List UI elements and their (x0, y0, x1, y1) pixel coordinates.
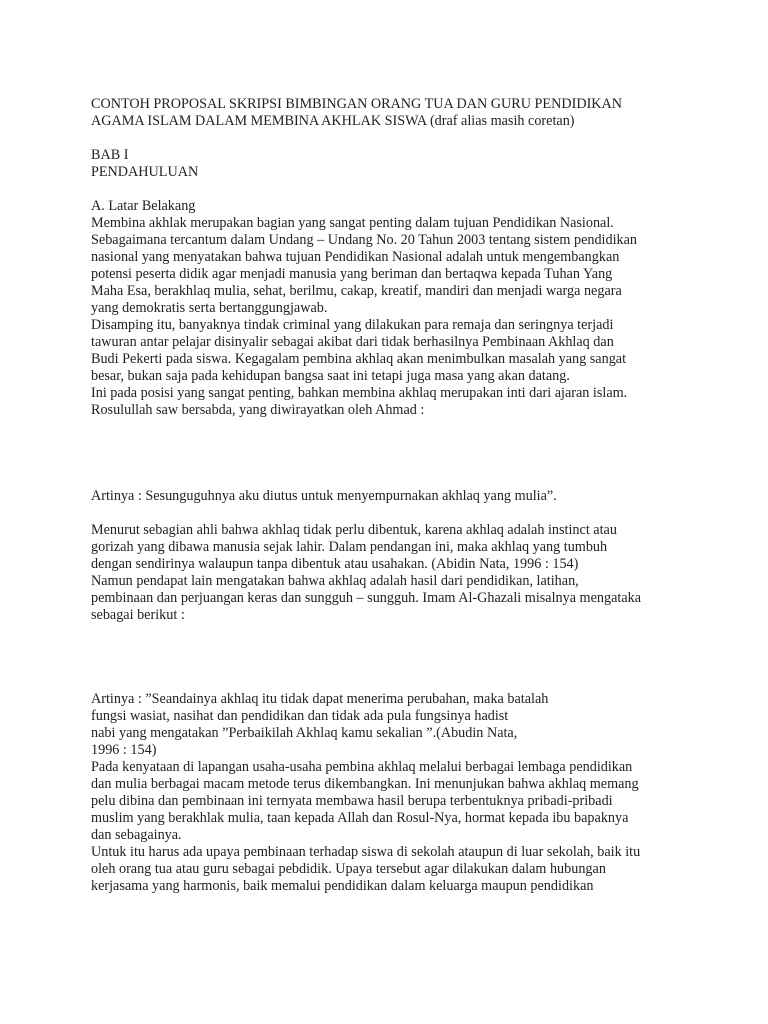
paragraph-line: yang demokratis serta bertanggungjawab. (91, 300, 328, 316)
paragraph-line: Artinya : ”Seandainya akhlaq itu tidak dapat menerima perubahan, maka batalah (91, 691, 549, 707)
document-body (91, 96, 691, 895)
paragraph-line: Membina akhlak merupakan bagian yang sangat penting dalam tujuan Pendidikan Nasional. (91, 215, 614, 231)
paragraph-line: Maha Esa, berakhlaq mulia, sehat, berilmu, cakap, kreatif, mandiri dan menjadi warga negara (91, 283, 622, 299)
paragraph-line: Ini pada posisi yang sangat penting, bahkan membina akhlaq merupakan inti dari ajaran islam. (91, 385, 628, 401)
blank-line (91, 181, 691, 198)
paragraph-line: Budi Pekerti pada siswa. Kegagalam pembina akhlaq akan menimbulkan masalah yang sangat (91, 351, 627, 367)
chapter-heading (91, 147, 691, 181)
blank-line (91, 130, 691, 147)
paragraph-line: kerjasama yang harmonis, baik memalui pendidikan dalam keluarga maupun pendidikan (91, 878, 594, 894)
paragraph-line: pembinaan dan perjuangan keras dan sungguh – sungguh. Imam Al-Ghazali misalnya mengataka (91, 590, 642, 606)
paragraph-line: gorizah yang dibawa manusia sejak lahir. Dalam pendangan ini, maka akhlaq yang tumbuh (91, 539, 608, 555)
paragraph-line: Menurut sebagian ahli bahwa akhlaq tidak perlu dibentuk, karena akhlaq adalah instinct atau (91, 522, 617, 538)
blank-line (91, 505, 691, 522)
section-artinya-ghazali (91, 691, 691, 895)
section-latar-belakang (91, 198, 691, 419)
paragraph-line: Namun pendapat lain mengatakan bahwa akhlaq adalah hasil dari pendidikan, latihan, (91, 573, 579, 589)
chapter-number: BAB I (91, 147, 129, 163)
paragraph-line: dengan sendirinya walaupun tanpa dibentuk atau usahakan. (Abidin Nata, 1996 : 154) (91, 556, 579, 572)
arabic-text-placeholder (91, 624, 691, 691)
section-heading: A. Latar Belakang (91, 198, 196, 214)
paragraph-line: Rosulullah saw bersabda, yang diwirayatkan oleh Ahmad : (91, 402, 425, 418)
paragraph-line: pelu dibina dan pembinaan ini ternyata membawa hasil berupa terbentuknya pribadi-pribadi (91, 793, 613, 809)
paragraph-line: Sebagaimana tercantum dalam Undang – Undang No. 20 Tahun 2003 tentang sistem pendidikan (91, 232, 638, 248)
paragraph-line: Disamping itu, banyaknya tindak criminal yang dilakukan para remaja dan seringnya terjadi (91, 317, 614, 333)
paragraph-line: dan mulia berbagai macam metode terus dikembangkan. Ini menunjukan bahwa akhlaq memang (91, 776, 639, 792)
paragraph-line: dan sebagainya. (91, 827, 182, 843)
chapter-title: PENDAHULUAN (91, 164, 199, 180)
paragraph-line: potensi peserta didik agar menjadi manusia yang beriman dan bertaqwa kepada Tuhan Yang (91, 266, 613, 282)
paragraph-line: nasional yang menyatakan bahwa tujuan Pendidikan Nasional adalah untuk mengembangkan (91, 249, 620, 265)
paragraph-line: tawuran antar pelajar disinyalir sebagai akibat dari tidak berhasilnya Pembinaan Akhlaq dan (91, 334, 614, 350)
paragraph-line: fungsi wasiat, nasihat dan pendidikan dan tidak ada pula fungsinya hadist (91, 708, 509, 724)
paragraph-line: besar, bukan saja pada kehidupan bangsa saat ini tetapi juga masa yang akan datang. (91, 368, 570, 384)
paragraph-line: muslim yang berakhlak mulia, taan kepada Allah dan Rosul-Nya, hormat kepada ibu bapaknya (91, 810, 629, 826)
section-akhlaq-opinion (91, 522, 691, 624)
arabic-text-placeholder (91, 419, 691, 488)
paragraph-line: oleh orang tua atau guru sebagai pebdidik. Upaya tersebut agar dilakukan dalam hubungan (91, 861, 606, 877)
paragraph-line: 1996 : 154) (91, 742, 157, 758)
title-line: CONTOH PROPOSAL SKRIPSI BIMBINGAN ORANG TUA DAN GURU PENDIDIKAN (91, 96, 623, 112)
paragraph-line: Pada kenyataan di lapangan usaha-usaha pembina akhlaq melalui berbagai lembaga pendidikan (91, 759, 633, 775)
title-line: AGAMA ISLAM DALAM MEMBINA AKHLAK SISWA (draf alias masih coretan) (91, 113, 575, 129)
paragraph-line: Untuk itu harus ada upaya pembinaan terhadap siswa di sekolah ataupun di luar sekolah, baik itu (91, 844, 641, 860)
paragraph-line: sebagai berikut : (91, 607, 185, 623)
translation-block (91, 488, 691, 505)
document-title (91, 96, 691, 130)
translation-line: Artinya : Sesunguguhnya aku diutus untuk menyempurnakan akhlaq yang mulia”. (91, 488, 557, 504)
paragraph-line: nabi yang mengatakan ”Perbaikilah Akhlaq kamu sekalian ”.(Abudin Nata, (91, 725, 518, 741)
